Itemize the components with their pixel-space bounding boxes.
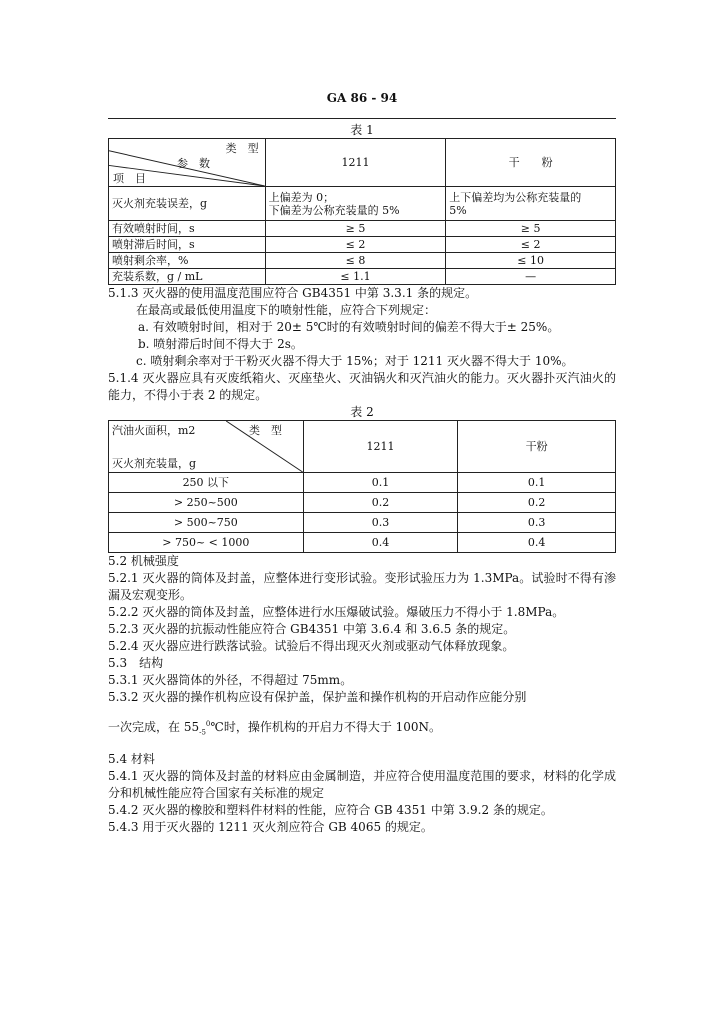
clause-5-1-3-b: b. 喷射滞后时间不得大于 2s。 [138,337,303,351]
table2-diagonal-header-cell [109,421,304,473]
row-label: 喷射滞后时间，s [109,237,266,253]
cell-1211: 0.2 [303,493,458,513]
table2-col-1211: 1211 [303,421,458,473]
row-label: > 750~ < 1000 [109,533,304,553]
table1-item-label: 项 目 [113,172,146,185]
clause-5-2-2: 5.2.2 灭火器的筒体及封盖，应整体进行水压爆破试验。爆破压力不得小于 1.8MPa。 [108,605,565,619]
clause-5-3-1: 5.3.1 灭火器筒体的外径，不得超过 75mm。 [108,673,353,687]
clause-5-1-3-a: a. 有效喷射时间，相对于 20± 5℃时的有效喷射时间的偏差不得大于± 25%。 [138,320,560,334]
cell-1211 [265,187,446,221]
cell-line: 上下偏差均为公称充装量的 [449,190,582,204]
row-label: 充装系数，g / mL [109,269,266,285]
cell-line: 5% [449,203,467,217]
clause-5-2-3: 5.2.3 灭火器的抗振动性能应符合 GB4351 中第 3.6.4 和 3.6.5 条的规定。 [108,622,516,636]
table1-param-label: 参 数 [177,157,210,170]
cell-line: 上偏差为 0； [268,190,335,204]
table1-caption: 表 1 [350,123,374,137]
table2-caption: 表 2 [350,405,374,419]
table1-header-row [109,139,616,187]
table2-header-row [109,421,616,473]
clause-5-4-3: 5.4.3 用于灭火器的 1211 灭火剂应符合 GB 4065 的规定。 [108,820,433,835]
standard-code-header: GA 86 - 94 [326,91,398,105]
section-5-2-heading: 5.2 机械强度 [108,554,179,568]
clause-5-2-4: 5.2.4 灭火器应进行跌落试验。试验后不得出现灭火剂或驱动气体释放现象。 [108,639,515,653]
table-row [109,533,616,553]
table2 [108,420,616,553]
cell-dry-powder: 0.2 [458,493,616,513]
table1-col-1211: 1211 [265,139,446,187]
cell-dry-powder: 0.4 [458,533,616,553]
clause-5-1-4: 5.1.4 灭火器应具有灭废纸箱火、灭座垫火、灭油锅火和灭汽油火的能力。灭火器扑灭汽油火的能力，不得小于表 2 的规定。 [108,371,616,402]
table-row [109,253,616,269]
row-label: 喷射剩余率，% [109,253,266,269]
row-label: 有效喷射时间，s [109,221,266,237]
table-row [109,513,616,533]
tolerance-lower: -5 [199,728,206,737]
cell-1211: ≤ 2 [265,237,446,253]
table2-type-label: 类 型 [249,424,282,437]
row-label: > 250~500 [109,493,304,513]
table2-charge-label: 灭火剂充装量，g [112,457,197,470]
cell-1211: ≤ 1.1 [265,269,446,285]
cell-dry-powder: ≤ 10 [446,253,616,269]
clause-5-2-1: 5.2.1 灭火器的筒体及封盖，应整体进行变形试验。变形试验压力为 1.3MPa。试验时不得有渗漏及宏观变形。 [108,571,616,602]
cell-dry-powder: ≥ 5 [446,221,616,237]
table-row [109,187,616,221]
table2-col-dry-powder: 干粉 [458,421,616,473]
table-row [109,221,616,237]
cell-1211: 0.1 [303,473,458,493]
clause-5-1-3-c: c. 喷射剩余率对于干粉灭火器不得大于 15%；对于 1211 灭火器不得大于 10%。 [136,354,574,368]
cell-line: 下偏差为公称充装量的 5% [268,203,400,217]
table-row [109,269,616,285]
table1-diagonal-header-cell [109,139,266,187]
table-row [109,493,616,513]
table1-col-dry-powder: 干 粉 [446,139,616,187]
cell-dry-powder: 0.1 [458,473,616,493]
row-label: 灭火剂充装误差，g [109,187,266,221]
document-page [108,88,616,836]
table1-type-label: 类 型 [225,142,259,155]
table2-area-label: 汽油火面积，m2 [112,424,196,437]
section-5-3-heading: 5.3 结构 [108,656,164,670]
cell-1211: 0.4 [303,533,458,553]
row-label: > 500~750 [109,513,304,533]
clause-5-3-2-line1: 5.3.2 灭火器的操作机构应设有保护盖，保护盖和操作机构的开启动作应能分别 [108,690,527,704]
cell-dry-powder: ≤ 2 [446,237,616,253]
table1 [108,138,616,285]
cell-dry-powder: — [446,269,616,285]
table-row [109,473,616,493]
clause-5-3-2-post: ℃时，操作机构的开启力不得大于 100N。 [210,720,442,734]
table-row [109,237,616,253]
cell-dry-powder [446,187,616,221]
row-label: 250 以下 [109,473,304,493]
section-5-4-heading: 5.4 材料 [108,752,155,767]
clause-5-4-2: 5.4.2 灭火器的橡胶和塑料件材料的性能，应符合 GB 4351 中第 3.9.2 条的规定。 [108,803,553,818]
clause-5-1-3-intro: 在最高或最低使用温度下的喷射性能，应符合下列规定： [136,303,437,317]
clause-5-1-3: 5.1.3 灭火器的使用温度范围应符合 GB4351 中第 3.3.1 条的规定。 [108,286,478,300]
cell-1211: 0.3 [303,513,458,533]
clause-5-3-2-line2 [108,716,616,741]
header-rule [108,118,616,119]
clause-5-3-2-pre: 一次完成，在 55 [108,720,200,734]
clause-5-4-1: 5.4.1 灭火器的筒体及封盖的材料应由金属制造，并应符合使用温度范围的要求，材料的化学成分和机械性能应符合国家有关标准的规定 [108,769,616,801]
cell-1211: ≤ 8 [265,253,446,269]
tolerance-upper: 0 [205,720,211,728]
cell-1211: ≥ 5 [265,221,446,237]
cell-dry-powder: 0.3 [458,513,616,533]
